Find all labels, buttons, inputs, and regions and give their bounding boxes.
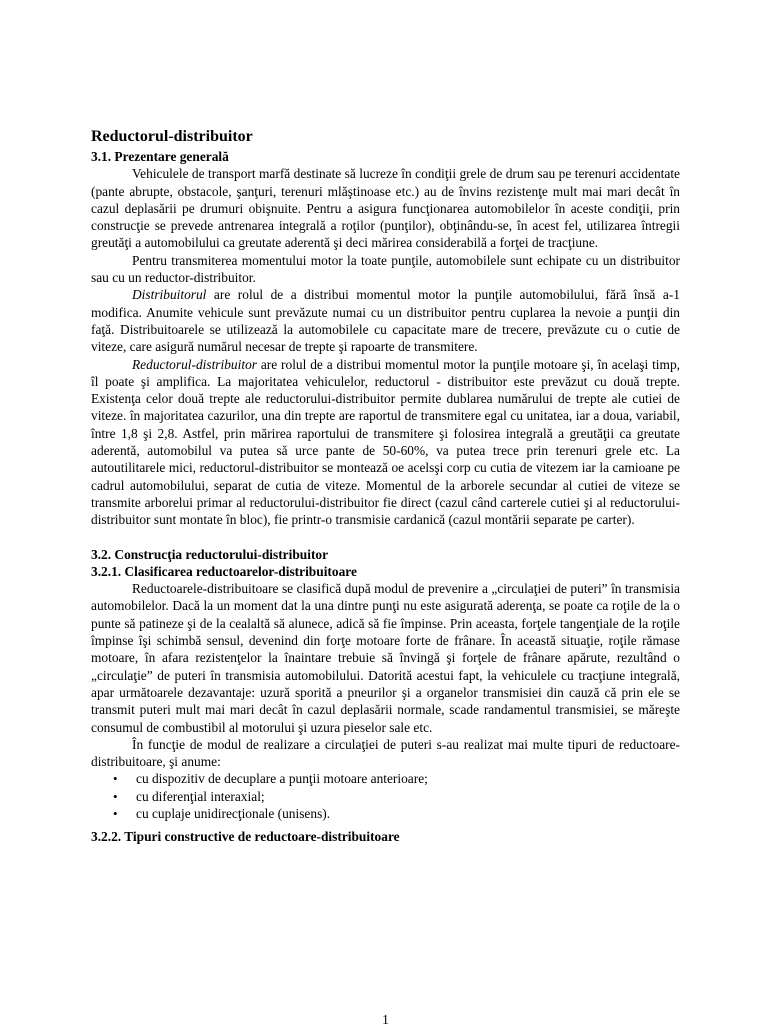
section-3-2-2-heading: 3.2.2. Tipuri constructive de reductoare-distribuitoare — [91, 829, 400, 845]
section-3-2-1-heading: 3.2.1. Clasificarea reductoarelor-distribuitoare — [91, 563, 357, 579]
term-distribuitorul: Distribuitorul — [132, 287, 207, 303]
paragraph: Vehiculele de transport marfă destinate să lucreze în condiţii grele de drum sau pe terenuri accidentate (pante abrupte, obstacole, şanţuri, terenuri mlăştinoase etc.) au de învins rezistenţe mult mai mari decât în cazul deplasării pe drumuri obişnuite. Pentru a asigura funcţionarea automobilelor în aceste condiţii, prin construcţie se prevede antrenarea integrală a roţilor (punţilor), obţinându-se, în acest fel, utilizarea întregii greutăţi a automobilului ca greutate aderentă şi deci mărirea considerabilă a forţei de tracţiune. — [91, 166, 680, 251]
paragraph-text: are rolul de a distribui momentul motor la punţile automobilului, fără însă a-1 modifica. Anumite vehicule sunt prevăzute numai cu un distribuitor pentru cuplarea la nevoie a punţii din faţă. Distribuitoarele se utilizează la automobilele cu capacitate mare de trecere, prevăzute cu o cutie de viteze, care asigură numărul necesar de trepte şi rapoarte de transmitere. — [91, 287, 680, 355]
bullet-list — [91, 770, 680, 822]
document-page — [91, 127, 680, 1027]
page-number: 1 — [382, 1012, 389, 1027]
paragraph: Pentru transmiterea momentului motor la toate punţile, automobilele sunt echipate cu un distribuitor sau cu un reductor-distribuitor. — [91, 252, 680, 286]
term-reductorul-distribuitor: Reductorul-distribuitor — [132, 356, 257, 372]
spacer — [91, 529, 680, 546]
list-item: • cu dispozitiv de decuplare a punţii motoare anterioare; — [136, 770, 680, 787]
paragraph-text: are rolul de a distribui momentul motor la punţile motoare şi, în acelaşi timp, îl poate şi amplifica. La majoritatea vehiculelor, reductorul - distribuitor este prevăzut cu două trepte. Existenţa celor două trepte ale reductorului-distribuitor permite dublarea numărului de trepte ale cutiei de viteze. în majoritatea cazurilor, una din trepte are raportul de transmitere egal cu unitatea, iar a doua, variabil, între 1,8 şi 2,8. Astfel, prin mărirea raportului de transmitere şi folosirea integrală a greutăţii ca greutate aderentă, automobilul va putea să urce pante de 50-60%, va putea trece prin terenuri grele etc. La autoutilitarele mici, reductorul-distribuitor se montează oe acelsşi corp cu cutia de vitezem iar la camioane pe cadrul automobilului, separat de cutia de viteze. Momentul de la arborele secundar al cutiei de viteze se transmite arborelui primar al reductorului-distribuitor fie direct (cazul când carterele cutiei şi al reductorului-distribuitor sunt montate în bloc), fie printr-o transmisie cardanică (cazul montării separate pe carter). — [91, 356, 680, 528]
paragraph: În funcţie de modul de realizare a circulaţiei de puteri s-au realizat mai multe tipuri de reductoare-distribuitoare, şi anume: — [91, 736, 680, 770]
paragraph — [91, 286, 680, 355]
section-3-1-heading: 3.1. Prezentare generală — [91, 149, 229, 164]
list-item: • cu diferenţial interaxial; — [136, 788, 680, 805]
document-title: Reductorul-distribuitor — [91, 128, 253, 145]
list-item: • cu cuplaje unidirecţionale (unisens). — [136, 805, 680, 822]
paragraph — [91, 356, 680, 529]
paragraph: Reductoarele-distribuitoare se clasifică după modul de prevenire a „circulaţiei de puteri” în transmisia automobilelor. Dacă la un moment dat la una dintre punţi nu este asigurată aderenţa, se poate ca roţile de la o punte să patineze şi de la cealaltă să alunece, adică să fie împinse. Prin aceasta, forţele tangenţiale de la roţile împinse îşi schimbă sensul, devenind din forţe motoare forte de frânare. În această situaţie, roţile rămase motoare, în afara rezistenţelor la înaintare trebuie să învingă şi forţele de frânare apărute, rezultând o „circulaţie” de puteri în transmisia automobilului. Datorită acestui fapt, la vehiculele cu tracţiune integrală, apar următoarele dezavantaje: uzură sporită a pneurilor şi a organelor transmisiei din cauză că prin ele se transmit puteri mult mai mari decât în cazul deplasării normale, scade randamentul transmisiei, se măreşte consumul de combustibil al motorului şi uzura pieselor sale etc. — [91, 581, 680, 735]
section-3-2-heading: 3.2. Construcţia reductorului-distribuitor — [91, 546, 329, 562]
